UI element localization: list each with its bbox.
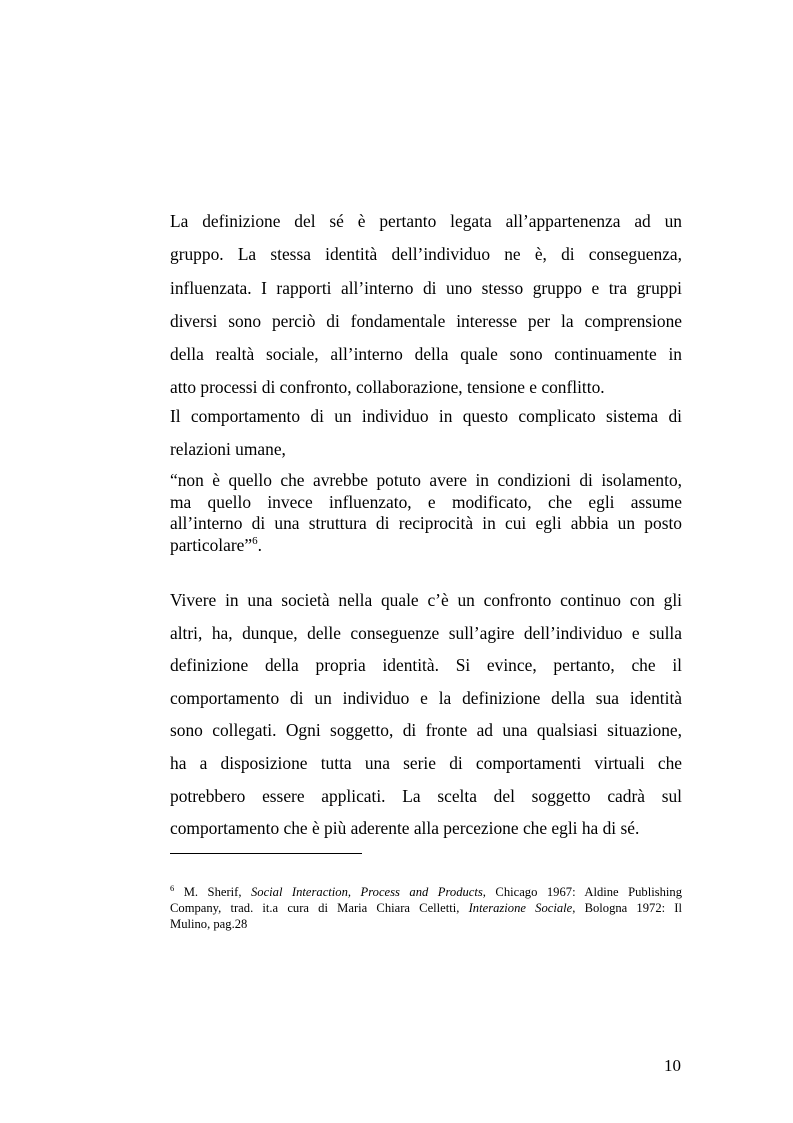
footnote-title: Social Interaction, Process and Products xyxy=(250,885,483,899)
footnote-line: Mulino, pag.28 xyxy=(170,917,248,932)
paragraph-line: comportamento di un individuo e la definizione della sua identità xyxy=(170,687,682,708)
footnote-reference[interactable]: 6 xyxy=(252,534,258,547)
paragraph-line: definizione della propria identità. Si evince, pertanto, che il xyxy=(170,655,682,676)
footnote xyxy=(170,884,682,933)
footnote-divider xyxy=(170,853,362,854)
paragraph-line: atto processi di confronto, collaborazione, tensione e conflitto. xyxy=(170,377,605,398)
quote-line: “non è quello che avrebbe potuto avere in condizioni di isolamento, xyxy=(170,470,682,490)
paragraph-line: ha a disposizione tutta una serie di comportamenti virtuali che xyxy=(170,752,682,773)
paragraph-line: diversi sono perciò di fondamentale interesse per la comprensione xyxy=(170,310,682,331)
body-paragraph-3 xyxy=(170,584,682,845)
paragraph-line: influenzata. I rapporti all’interno di uno stesso gruppo e tra gruppi xyxy=(170,277,682,298)
block-quote xyxy=(170,470,682,556)
paragraph-line: relazioni umane, xyxy=(170,439,286,460)
footnote-text: M. Sherif, xyxy=(174,885,251,899)
footnote-marker: 6 xyxy=(170,882,175,893)
paragraph-line: potrebbero essere applicati. La scelta del soggetto cadrà sul xyxy=(170,785,682,806)
paragraph-line: La definizione del sé è pertanto legata all’appartenenza ad un xyxy=(170,211,682,231)
quote-line: all’interno di una struttura di reciprocità in cui egli abbia un posto xyxy=(170,513,682,533)
quote-last-line xyxy=(170,535,682,557)
paragraph-line: altri, ha, dunque, delle conseguenze sull’agire dell’individuo e sulla xyxy=(170,622,682,643)
quote-line: ma quello invece influenzato, e modificato, che egli assume xyxy=(170,491,682,512)
paragraph-line: Vivere in una società nella quale c’è un confronto continuo con gli xyxy=(170,590,682,610)
quote-line-text: particolare” xyxy=(170,534,253,555)
paragraph-line: sono collegati. Ogni soggetto, di fronte ad una qualsiasi situazione, xyxy=(170,720,682,741)
paragraph-line: Il comportamento di un individuo in questo complicato sistema di xyxy=(170,406,682,426)
body-paragraph-1 xyxy=(170,205,682,405)
footnote-line xyxy=(170,884,682,900)
paragraph-line: comportamento che è più aderente alla percezione che egli ha di sé. xyxy=(170,818,640,839)
footnote-title: Interazione Sociale xyxy=(468,901,573,916)
page-number: 10 xyxy=(664,1056,681,1075)
footnote-text: , Chicago 1967: Aldine Publishing xyxy=(482,885,682,899)
footnote-line xyxy=(170,900,682,916)
footnote-text: , Bologna 1972: Il xyxy=(572,901,683,916)
quote-line-end: . xyxy=(257,534,262,555)
footnote-text: Company, trad. it.a cura di Maria Chiara Celletti, xyxy=(170,901,469,916)
paragraph-line: gruppo. La stessa identità dell’individuo ne è, di conseguenza, xyxy=(170,244,682,265)
body-paragraph-2 xyxy=(170,400,682,467)
paragraph-line: della realtà sociale, all’interno della quale sono continuamente in xyxy=(170,344,682,365)
